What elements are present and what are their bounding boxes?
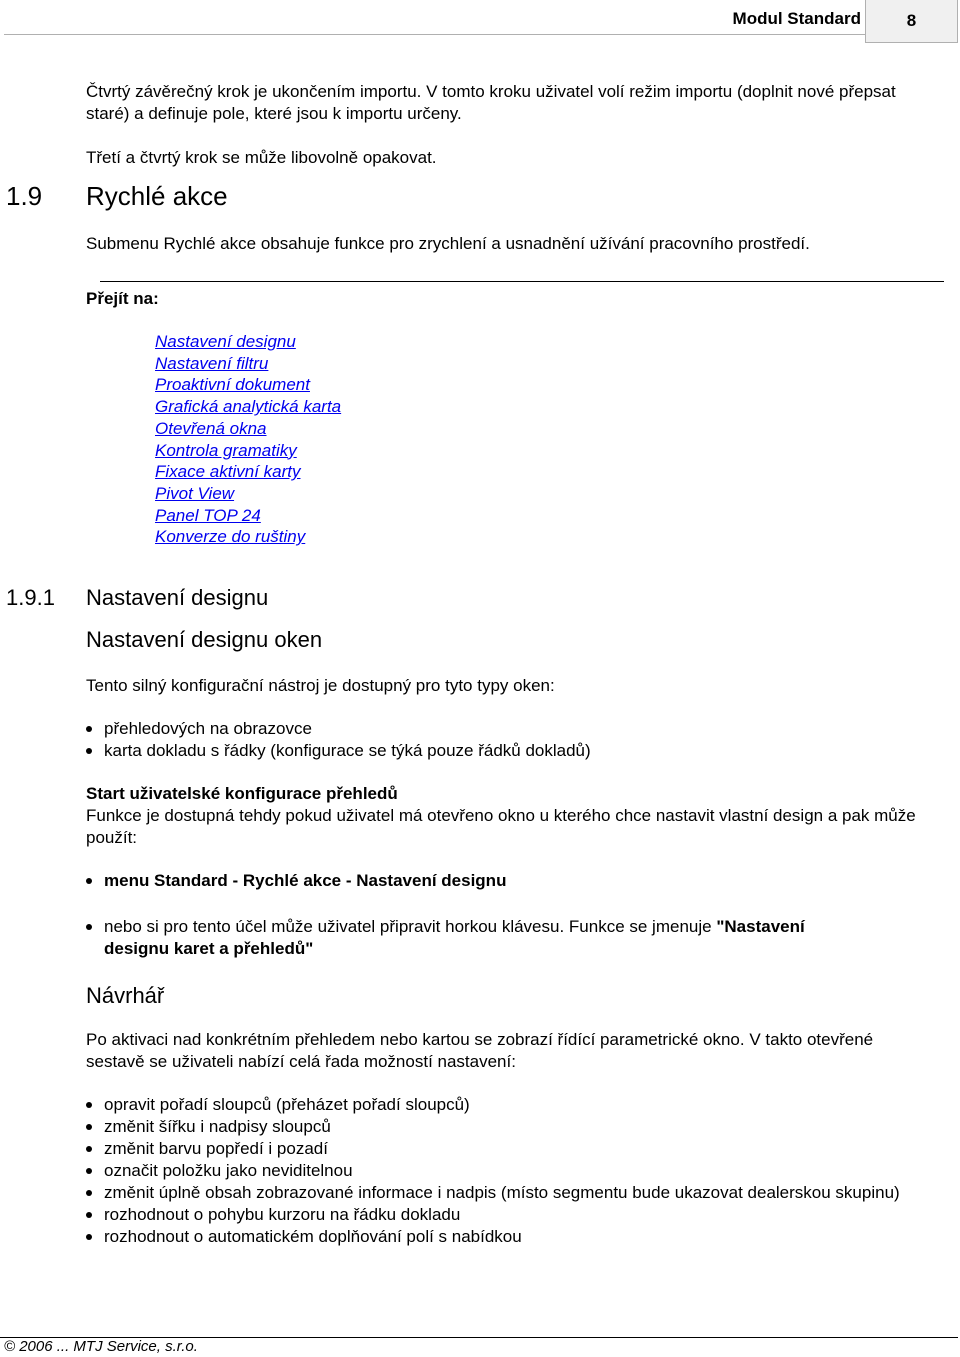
goto-link-item	[155, 396, 341, 418]
link-konverze-do-rustiny[interactable]: Konverze do ruštiny	[155, 527, 306, 547]
goto-link-item	[155, 526, 341, 548]
designer-text: Po aktivaci nad konkrétním přehledem nebo kartou se zobrazí řídící parametrické okno. V takto otevřené sestavě se uživateli nabízí celá řada možností nastavení:	[86, 1030, 874, 1071]
window-types-intro: Tento silný konfigurační nástroj je dostupný pro tyto typy oken:	[86, 676, 555, 695]
section-description: Submenu Rychlé akce obsahuje funkce pro zrychlení a usnadnění užívání pracovního prostředí.	[86, 234, 810, 253]
subsection-heading: Nastavení designu oken	[86, 627, 323, 652]
list-item: změnit šířku i nadpisy sloupců	[86, 1116, 926, 1138]
intro-step4: Čtvrtý závěrečný krok je ukončením importu. V tomto kroku uživatel volí režim importu (doplnit nové přepsat staré) a definuje pole, které jsou k importu určeny.	[86, 82, 896, 123]
goto-link-item	[155, 505, 341, 527]
section-number: 1.9	[6, 181, 43, 211]
list-item: změnit barvu popředí i pozadí	[86, 1138, 926, 1160]
goto-links	[155, 331, 341, 548]
link-graficka-analyticka-karta[interactable]: Grafická analytická karta	[155, 397, 342, 417]
header-divider	[4, 34, 866, 35]
goto-divider	[100, 281, 944, 282]
goto-link-item	[155, 440, 341, 462]
goto-link-item	[155, 461, 341, 483]
start-heading: Start uživatelské konfigurace přehledů	[86, 784, 398, 803]
menu-path: menu Standard - Rychlé akce - Nastavení designu	[86, 870, 506, 892]
designer-heading: Návrhář	[86, 983, 165, 1008]
page-header	[0, 0, 960, 44]
list-item: přehledových na obrazovce	[86, 718, 591, 740]
link-kontrola-gramatiky[interactable]: Kontrola gramatiky	[155, 440, 297, 460]
list-item	[86, 916, 906, 960]
header-title: Modul Standard	[732, 9, 861, 28]
hotkey-name-b: designu karet a přehledů"	[104, 939, 314, 958]
list-item: rozhodnout o pohybu kurzoru na řádku dokladu	[86, 1204, 926, 1226]
link-fixace-aktivni-karty[interactable]: Fixace aktivní karty	[155, 462, 301, 482]
intro-repeat: Třetí a čtvrtý krok se může libovolně opakovat.	[86, 148, 437, 167]
start-text: Funkce je dostupná tehdy pokud uživatel má otevřeno okno u kterého chce nastavit vlastní design a pak může použít:	[86, 806, 916, 847]
link-nastaveni-designu[interactable]: Nastavení designu	[155, 332, 296, 351]
hotkey-text: nebo si pro tento účel může uživatel připravit horkou klávesu. Funkce se jmenuje	[104, 917, 717, 936]
page-number: 8	[865, 0, 958, 43]
goto-link-item	[155, 374, 341, 396]
goto-label: Přejít na:	[86, 289, 159, 308]
link-otevrena-okna[interactable]: Otevřená okna	[155, 418, 267, 438]
subsection-title: Nastavení designu	[86, 585, 269, 610]
list-item: označit položku jako neviditelnou	[86, 1160, 926, 1182]
link-panel-top-24[interactable]: Panel TOP 24	[155, 505, 261, 525]
link-nastaveni-filtru[interactable]: Nastavení filtru	[155, 353, 269, 373]
options-list	[86, 1094, 926, 1248]
footer-copyright: © 2006 ... MTJ Service, s.r.o.	[4, 1338, 198, 1355]
link-proaktivni-dokument[interactable]: Proaktivní dokument	[155, 375, 310, 395]
list-item: opravit pořadí sloupců (přeházet pořadí sloupců)	[86, 1094, 926, 1116]
hotkey-name-a: "Nastavení	[716, 917, 805, 936]
window-types-list	[86, 718, 591, 762]
hotkey-list	[86, 916, 906, 960]
subsection-number: 1.9.1	[6, 585, 55, 610]
section-title: Rychlé akce	[86, 181, 228, 211]
goto-link-item	[155, 418, 341, 440]
link-pivot-view[interactable]: Pivot View	[155, 483, 235, 503]
menu-path-list	[86, 870, 506, 892]
list-item: rozhodnout o automatickém doplňování polí s nabídkou	[86, 1226, 926, 1248]
list-item: změnit úplně obsah zobrazované informace i nadpis (místo segmentu bude ukazovat dealerskou skupinu)	[86, 1182, 926, 1204]
goto-link-item	[155, 483, 341, 505]
goto-link-item	[155, 331, 341, 353]
list-item: karta dokladu s řádky (konfigurace se týká pouze řádků dokladů)	[86, 740, 591, 762]
goto-link-item	[155, 353, 341, 375]
